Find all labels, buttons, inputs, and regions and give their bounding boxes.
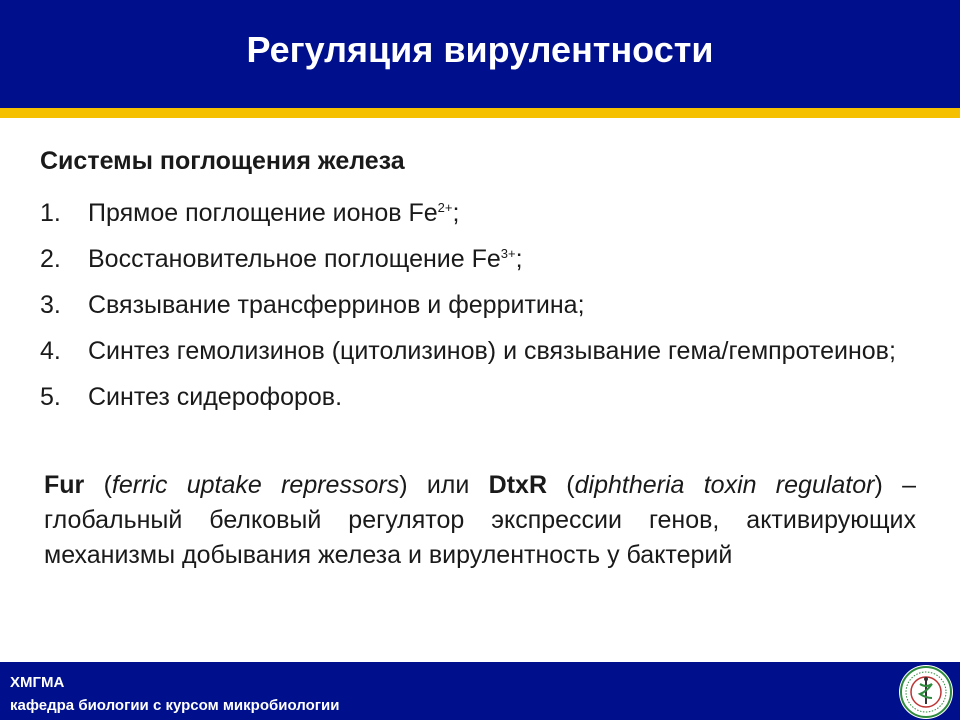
slide-title: Регуляция вирулентности (246, 29, 714, 70)
caduceus-emblem-icon (898, 664, 954, 720)
list-item (40, 328, 908, 374)
list-number: 2. (40, 245, 61, 273)
list-number: 3. (40, 291, 61, 319)
accent-stripe (0, 108, 960, 118)
list-number: 4. (40, 337, 61, 365)
list-item (40, 190, 908, 236)
or-word: или (426, 471, 470, 499)
list-text: Связывание трансферринов и ферритина; (88, 291, 585, 319)
list-item (40, 374, 908, 420)
dtxr-term: DtxR (488, 471, 547, 499)
superscript: 3+ (500, 246, 516, 261)
list-number: 1. (40, 199, 61, 227)
fur-term: Fur (44, 471, 85, 499)
list-text: Синтез гемолизинов (цитолизинов) и связывание гема/гемпротеинов; (88, 337, 896, 365)
list-text: Прямое поглощение ионов Fe (88, 199, 438, 227)
list-text: Восстановительное поглощение Fe (88, 245, 501, 273)
list-text: Синтез сидерофоров. (88, 383, 343, 411)
footer-department: кафедра биологии с курсом микробиологии (10, 697, 340, 714)
list-suffix: ; (515, 245, 523, 273)
iron-uptake-list (40, 190, 908, 420)
superscript: 2+ (437, 200, 453, 215)
footer-org: ХМГМА (10, 674, 65, 691)
list-item (40, 236, 908, 282)
dtxr-expansion: diphtheria toxin regulator (574, 471, 875, 499)
list-suffix: ; (452, 199, 460, 227)
list-item (40, 282, 908, 328)
paragraph-rest: – глобальный белковый регулятор экспрессии генов, активирующих механизмы добывания железа и вирулентность у бактерий (44, 471, 917, 569)
list-number: 5. (40, 383, 61, 411)
regulator-paragraph: Fur (ferric uptake repressors) или DtxR (diphtheria toxin regulator) – глобальный белковый регулятор экспрессии генов, активирующих механизмы добывания железа и вирулентность у бактерий (44, 471, 917, 569)
section-heading: Системы поглощения железа (40, 147, 405, 175)
fur-expansion: ferric uptake repressors (111, 471, 400, 499)
